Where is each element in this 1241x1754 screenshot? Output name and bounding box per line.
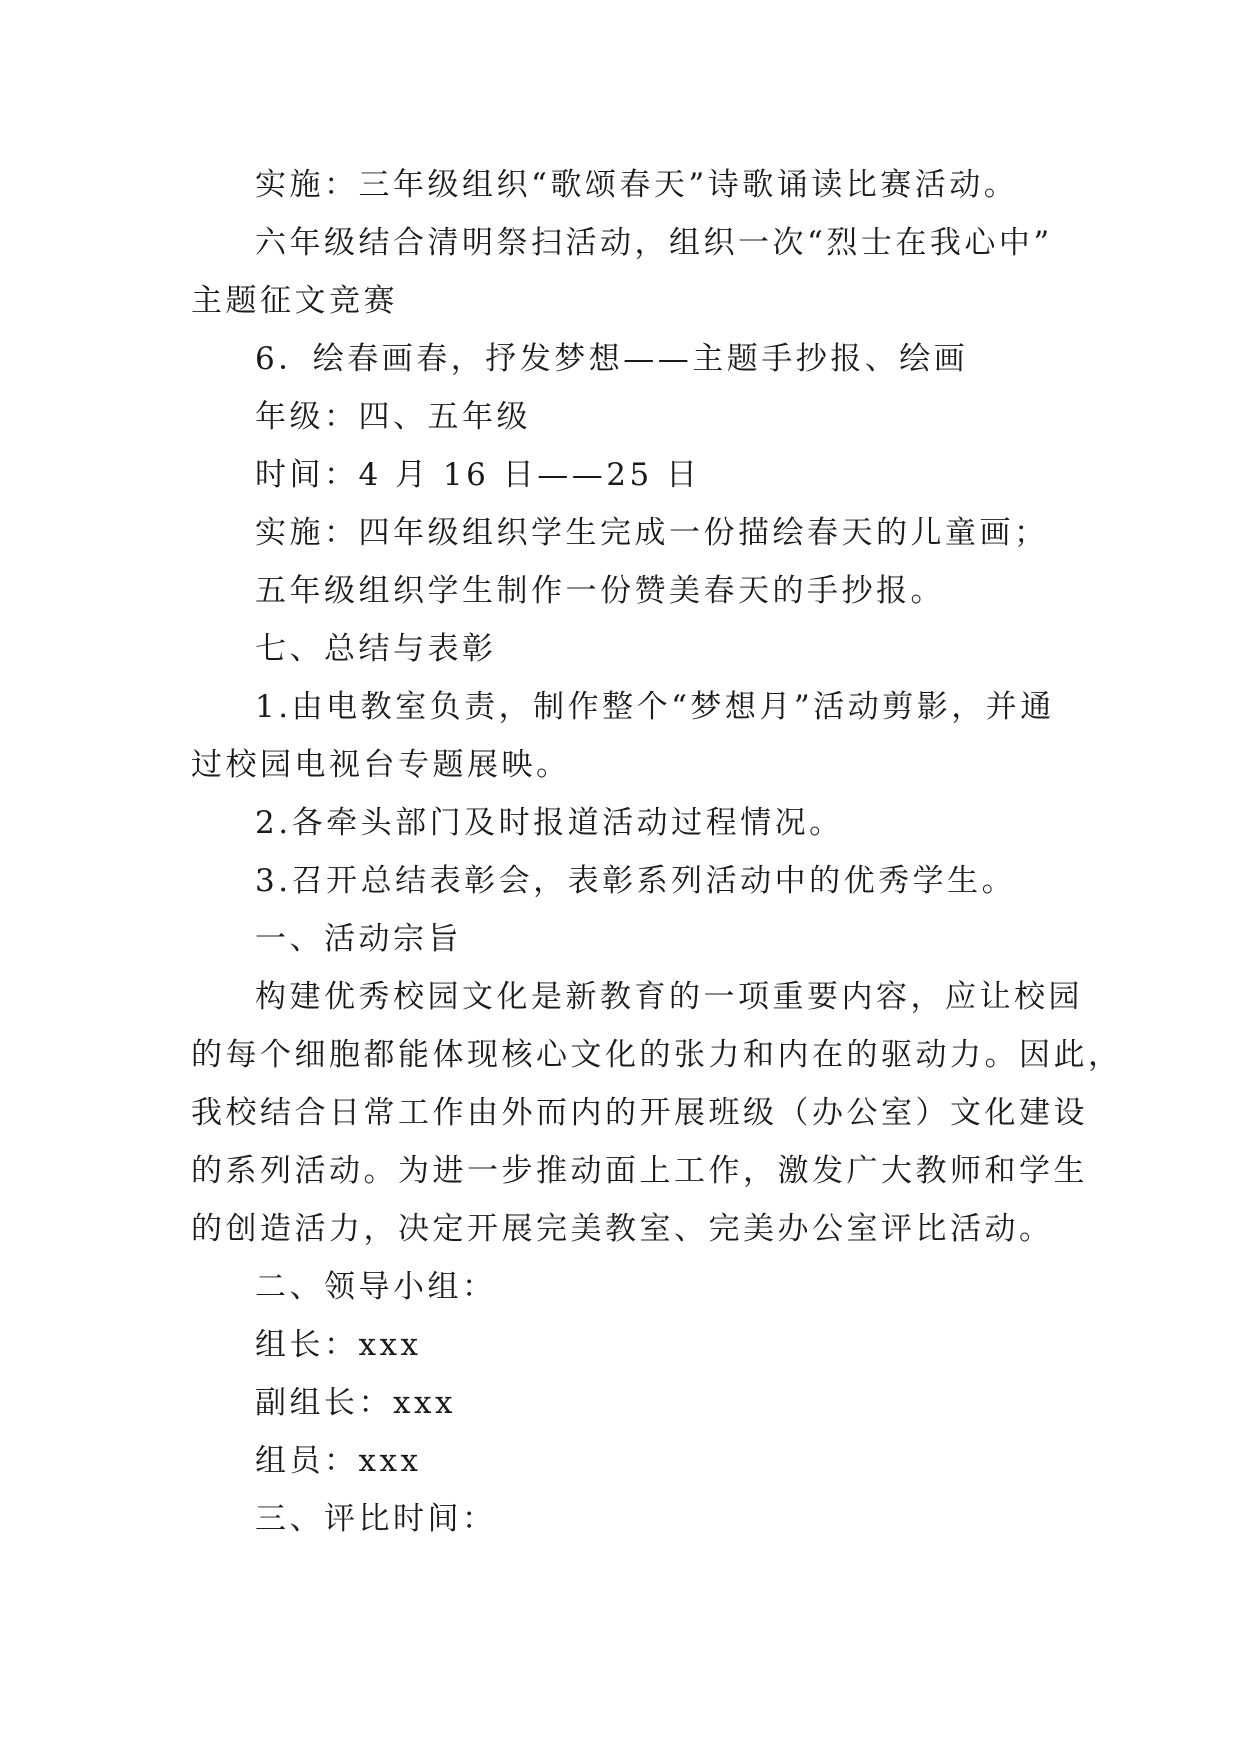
paragraph-line: 年级：四、五年级 — [255, 399, 531, 435]
section-heading: 一、活动宗旨 — [255, 921, 462, 957]
paragraph-line: 主题征文竞赛 — [191, 283, 398, 319]
paragraph-line: 六年级结合清明祭扫活动，组织一次“烈士在我心中” — [255, 225, 1053, 261]
section-heading: 三、评比时间： — [255, 1501, 497, 1537]
paragraph-line: 3.召开总结表彰会，表彰系列活动中的优秀学生。 — [255, 863, 1017, 899]
paragraph-line: 实施：四年级组织学生完成一份描绘春天的儿童画； — [255, 515, 1049, 551]
paragraph-line: 组长：xxx — [255, 1327, 422, 1363]
paragraph-line: 我校结合日常工作由外而内的开展班级（办公室）文化建设 — [191, 1095, 1088, 1131]
paragraph-line: 2.各牵头部门及时报道活动过程情况。 — [255, 805, 844, 841]
paragraph-line: 副组长：xxx — [255, 1385, 456, 1421]
paragraph-line: 的每个细胞都能体现核心文化的张力和内在的驱动力。因此， — [191, 1037, 1123, 1073]
paragraph-line: 实施：三年级组织“歌颂春天”诗歌诵读比赛活动。 — [255, 167, 1019, 203]
paragraph-line: 的系列活动。为进一步推动面上工作，激发广大教师和学生 — [191, 1153, 1088, 1189]
paragraph-line: 的创造活力，决定开展完美教室、完美办公室评比活动。 — [191, 1211, 1054, 1247]
section-heading: 6．绘春画春，抒发梦想——主题手抄报、绘画 — [255, 341, 969, 377]
paragraph-line: 1.由电教室负责，制作整个“梦想月”活动剪影，并通 — [255, 689, 1055, 725]
section-heading: 七、总结与表彰 — [255, 631, 497, 667]
section-heading: 二、领导小组： — [255, 1269, 497, 1305]
paragraph-line: 过校园电视台专题展映。 — [191, 747, 571, 783]
paragraph-line: 构建优秀校园文化是新教育的一项重要内容，应让校园 — [255, 979, 1083, 1015]
paragraph-line: 组员：xxx — [255, 1443, 422, 1479]
paragraph-line: 时间：4 月 16 日——25 日 — [255, 457, 701, 493]
paragraph-line: 五年级组织学生制作一份赞美春天的手抄报。 — [255, 573, 945, 609]
